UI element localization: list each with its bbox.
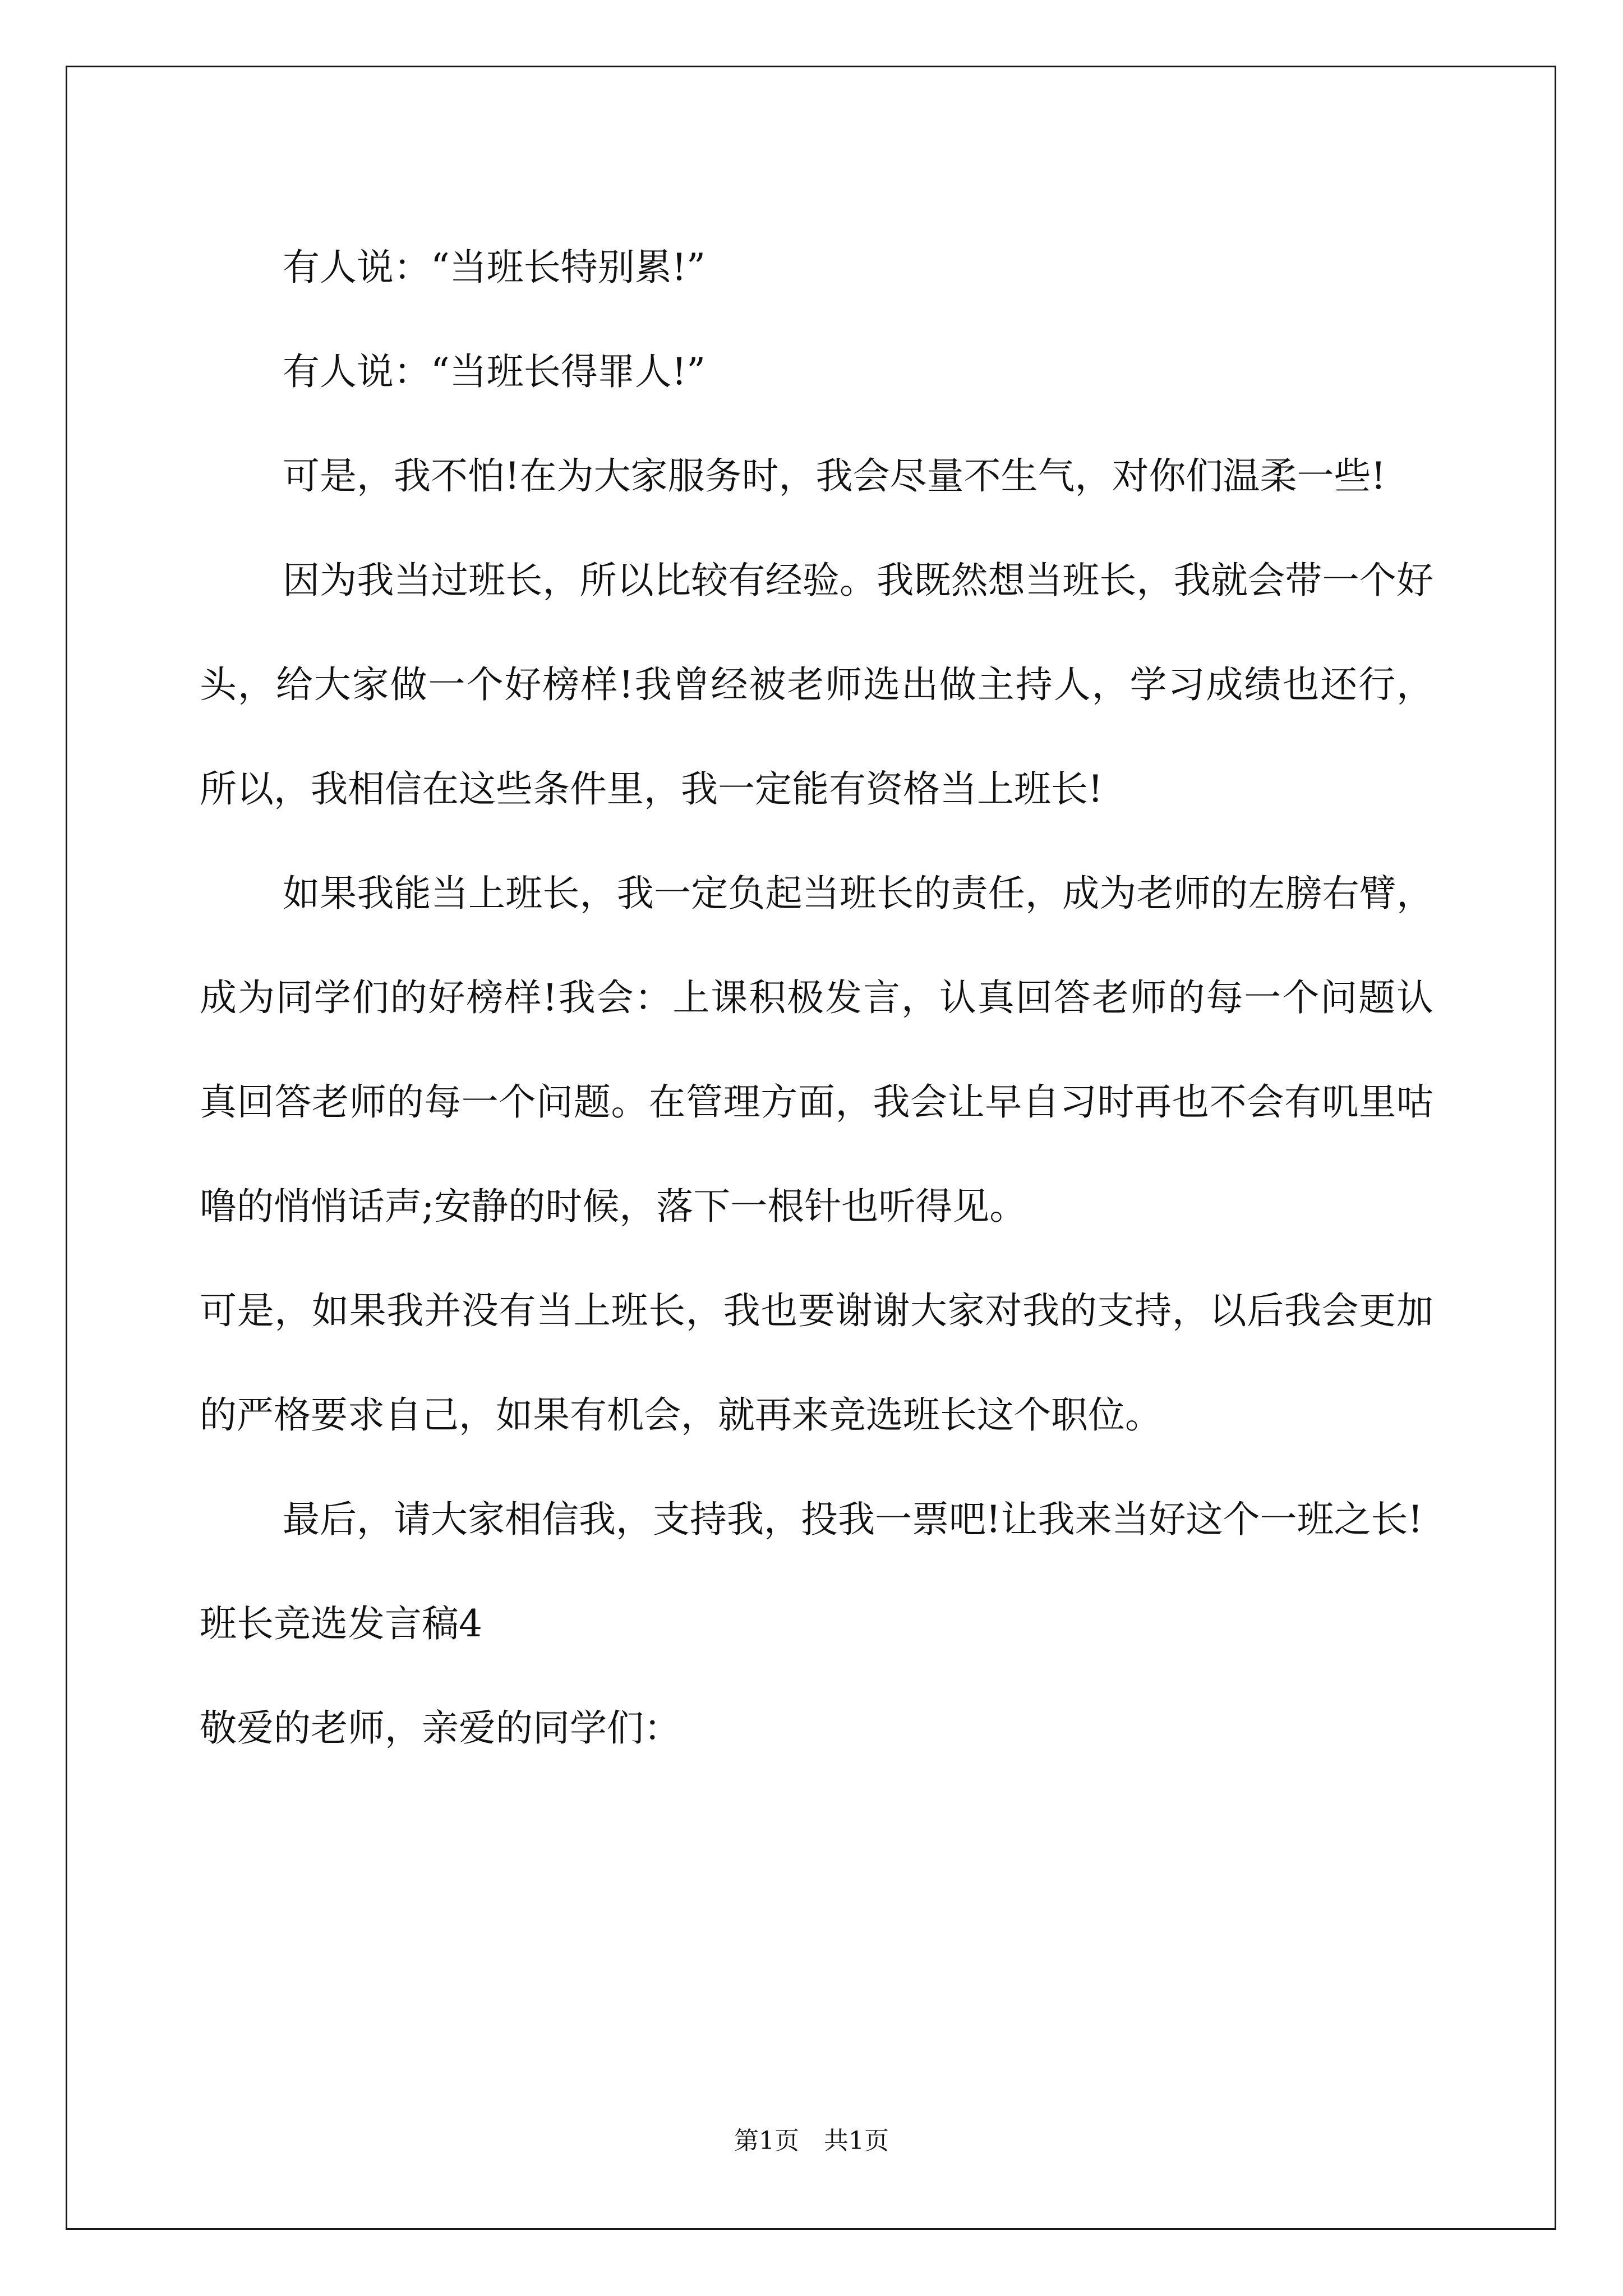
paragraph-1: 有人说：“当班长特别累!”: [283, 246, 706, 289]
page-footer: 第1页 共1页: [734, 2127, 889, 2155]
paragraph-2: 有人说：“当班长得罪人!”: [283, 350, 706, 393]
document-body: [200, 215, 1433, 1780]
paragraph-3: 可是，我不怕!在为大家服务时，我会尽量不生气，对你们温柔一些!: [283, 454, 1386, 498]
paragraph-7: 最后，请大家相信我，支持我，投我一票吧!让我来当好这个一班之长!: [283, 1498, 1423, 1541]
section-heading: 班长竞选发言稿4: [200, 1602, 482, 1645]
paragraph-6: 可是，如果我并没有当上班长，我也要谢谢大家对我的支持，以后我会更加的严格要求自己，如果有机会，就再来竞选班长这个职位。: [200, 1289, 1433, 1437]
salutation: 敬爱的老师，亲爱的同学们：: [200, 1706, 681, 1750]
paragraph-4: 因为我当过班长，所以比较有经验。我既然想当班长，我就会带一个好头，给大家做一个好榜样!我曾经被老师选出做主持人，学习成绩也还行，所以，我相信在这些条件里，我一定能有资格当上班长!: [200, 559, 1433, 811]
paragraph-5: 如果我能当上班长，我一定负起当班长的责任，成为老师的左膀右臂，成为同学们的好榜样!我会：上课积极发言，认真回答老师的每一个问题认真回答老师的每一个问题。在管理方面，我会让早自习时再也不会有叽里咕噜的悄悄话声;安静的时候，落下一根针也听得见。: [200, 872, 1433, 1228]
